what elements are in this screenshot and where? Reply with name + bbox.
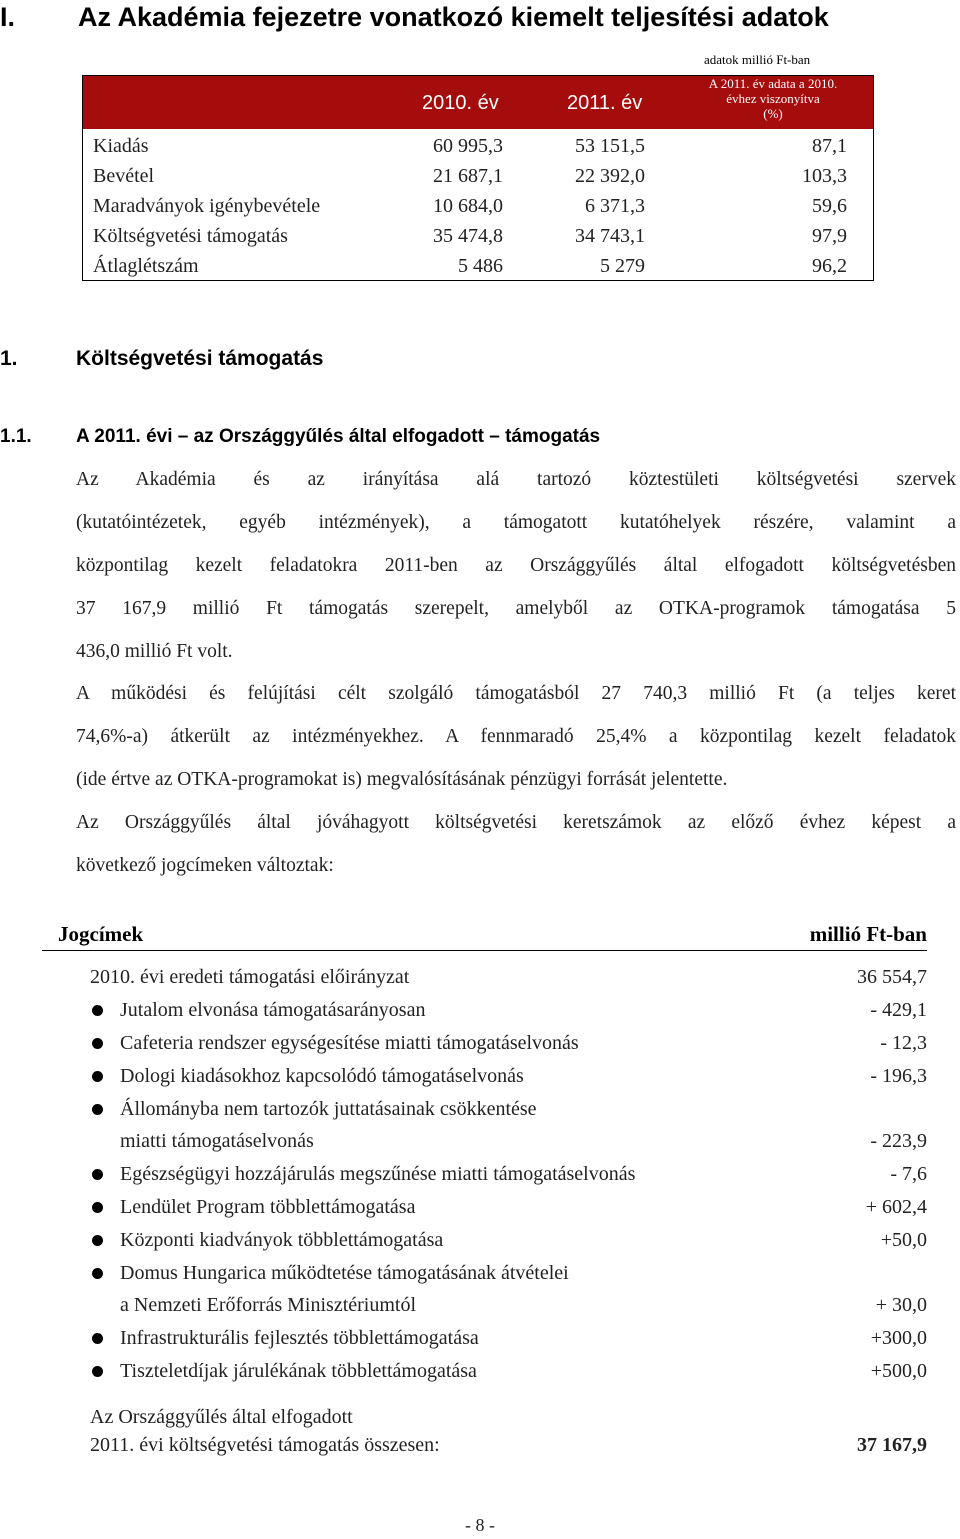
- table-row: [83, 191, 873, 221]
- paragraph-line: (ide értve az OTKA-programokat is) megvalósításának pénzügyi forrását jelentette.: [76, 769, 728, 790]
- jogcim-row: [0, 1257, 927, 1290]
- value-ratio: 103,3: [802, 165, 847, 187]
- jogcim-label: Központi kiadványok többlettámogatása: [120, 1229, 444, 1251]
- value-2011: 6 371,3: [585, 195, 645, 217]
- jogcim-row: [0, 1027, 927, 1060]
- paragraph-line: 74,6%-a) átkerült az intézményekhez. A fennmaradó 25,4% a központilag kezelt feladatok: [76, 726, 956, 747]
- jogcim-row: [0, 1060, 927, 1093]
- jogcim-value: - 7,6: [890, 1163, 927, 1185]
- unit-note: adatok millió Ft-ban: [704, 52, 811, 67]
- value-2010: 60 995,3: [433, 135, 503, 157]
- heading-number: I.: [0, 2, 16, 32]
- column-header-ratio: [683, 76, 863, 121]
- section-number: 1.1.: [0, 426, 32, 447]
- paragraph-line: központilag kezelt feladatokra 2011-ben az Országgyűlés által elfogadott költségvetésben: [76, 555, 956, 576]
- paragraph-line: következő jogcímeken változtak:: [76, 855, 334, 876]
- jogcim-label: Domus Hungarica működtetése támogatásának átvételei: [120, 1262, 569, 1284]
- paragraph-line: (kutatóintézetek, egyéb intézmények), a támogatott kutatóhelyek részére, valamint a: [76, 512, 956, 533]
- column-header-2010: 2010. év: [422, 92, 499, 114]
- bullet-icon: [92, 1038, 103, 1049]
- jogcimek-header-right: millió Ft-ban: [809, 922, 927, 946]
- value-ratio: 87,1: [812, 135, 847, 157]
- jogcim-label: Lendület Program többlettámogatása: [120, 1196, 416, 1218]
- value-2010: 10 684,0: [433, 195, 503, 217]
- jogcim-label-continuation: a Nemzeti Erőforrás Minisztériumtól: [120, 1294, 417, 1316]
- jogcim-value: +50,0: [880, 1229, 927, 1251]
- table-row: [83, 161, 873, 191]
- bullet-icon: [92, 1333, 103, 1344]
- value-2010: 21 687,1: [433, 165, 503, 187]
- value-2010: 35 474,8: [433, 225, 503, 247]
- ratio-header-line-3: (%): [763, 106, 783, 121]
- jogcim-label: Jutalom elvonása támogatásarányosan: [120, 999, 426, 1021]
- paragraph-line: 37 167,9 millió Ft támogatás szerepelt, amelyből az OTKA-programok támogatása 5: [76, 598, 956, 619]
- value-ratio: 96,2: [812, 255, 847, 277]
- jogcim-label: Dologi kiadásokhoz kapcsolódó támogatáselvonás: [120, 1065, 524, 1087]
- jogcimek-header-left: Jogcímek: [58, 922, 144, 946]
- jogcim-value: - 429,1: [870, 999, 927, 1021]
- heading-text: Az Akadémia fejezetre vonatkozó kiemelt teljesítési adatok: [78, 2, 829, 32]
- row-label: Kiadás: [93, 135, 149, 157]
- section-title: Költségvetési támogatás: [76, 347, 324, 370]
- jogcim-label-continuation: miatti támogatáselvonás: [120, 1130, 314, 1152]
- value-2011: 5 279: [600, 255, 645, 277]
- column-header-2011: 2011. év: [567, 92, 643, 114]
- table-header: [83, 76, 873, 129]
- table-row: [83, 221, 873, 251]
- jogcim-label: Egészségügyi hozzájárulás megszűnése miatti támogatáselvonás: [120, 1163, 636, 1185]
- section-heading-1: [0, 347, 600, 377]
- jogcim-value: + 602,4: [865, 1196, 927, 1218]
- value-ratio: 97,9: [812, 225, 847, 247]
- value-2011: 22 392,0: [575, 165, 645, 187]
- section-title: A 2011. évi – az Országgyűlés által elfogadott – támogatás: [76, 426, 601, 447]
- bullet-icon: [92, 1169, 103, 1180]
- row-label: Maradványok igénybevétele: [93, 195, 321, 217]
- paragraph-line: A működési és felújítási célt szolgáló támogatásból 27 740,3 millió Ft (a teljes keret: [76, 683, 956, 704]
- section-heading-1-1: [0, 426, 900, 456]
- jogcim-value: +500,0: [870, 1360, 927, 1382]
- bullet-icon: [92, 1005, 103, 1016]
- paragraph-line: Az Országgyűlés által jóváhagyott költségvetési keretszámok az előző évhez képest a: [76, 812, 956, 833]
- jogcim-label: Cafeteria rendszer egységesítése miatti támogatáselvonás: [120, 1032, 579, 1054]
- jogcim-row: [0, 994, 927, 1027]
- ratio-header-line-1: A 2011. év adata a 2010.: [708, 76, 838, 91]
- section-number: 1.: [0, 347, 18, 370]
- jogcim-row-continuation: [0, 1289, 927, 1322]
- paragraph-line: 436,0 millió Ft volt.: [76, 641, 233, 662]
- ratio-header-line-2: évhez viszonyítva: [726, 91, 820, 106]
- bullet-icon: [92, 1366, 103, 1377]
- jogcim-total-row: [0, 1429, 927, 1462]
- table-row: [83, 131, 873, 161]
- jogcim-value: +300,0: [870, 1327, 927, 1349]
- jogcim-row: [0, 1158, 927, 1191]
- value-ratio: 59,6: [812, 195, 847, 217]
- row-label: Költségvetési támogatás: [93, 225, 288, 247]
- row-label: Átlaglétszám: [93, 255, 199, 277]
- jogcim-row: [0, 1355, 927, 1388]
- bullet-icon: [92, 1071, 103, 1082]
- paragraph-line: Az Akadémia és az irányítása alá tartozó köztestületi költségvetési szervek: [76, 469, 956, 490]
- total-label-line-1: Az Országgyűlés által elfogadott: [90, 1406, 353, 1428]
- jogcim-row-continuation: [0, 1125, 927, 1158]
- total-label-line-2: 2011. évi költségvetési támogatás összesen:: [90, 1434, 440, 1456]
- bullet-icon: [92, 1268, 103, 1279]
- page-number: - 8 -: [465, 1515, 495, 1535]
- jogcim-base-row: [0, 961, 927, 994]
- bullet-icon: [92, 1202, 103, 1213]
- jogcim-label: Tiszteletdíjak járulékának többlettámogatása: [120, 1360, 477, 1382]
- summary-table: [82, 75, 874, 281]
- jogcim-value: - 196,3: [870, 1065, 927, 1087]
- jogcim-row: [0, 1191, 927, 1224]
- total-value: 37 167,9: [857, 1434, 927, 1456]
- jogcim-label: 2010. évi eredeti támogatási előirányzat: [90, 966, 410, 988]
- jogcim-value: 36 554,7: [857, 966, 927, 988]
- jogcim-value: + 30,0: [875, 1294, 927, 1316]
- bullet-icon: [92, 1235, 103, 1246]
- value-2011: 53 151,5: [575, 135, 645, 157]
- jogcim-value: - 223,9: [870, 1130, 927, 1152]
- jogcimek-header: [42, 920, 927, 951]
- value-2010: 5 486: [458, 255, 503, 277]
- jogcim-label: Infrastrukturális fejlesztés többlettámogatása: [120, 1327, 479, 1349]
- table-row: [83, 251, 873, 281]
- value-2011: 34 743,1: [575, 225, 645, 247]
- jogcim-row: [0, 1093, 927, 1126]
- jogcim-row: [0, 1322, 927, 1355]
- bullet-icon: [92, 1104, 103, 1115]
- row-label: Bevétel: [93, 165, 155, 187]
- jogcim-row: [0, 1224, 927, 1257]
- jogcim-label: Állományba nem tartozók juttatásainak csökkentése: [120, 1098, 537, 1120]
- jogcim-value: - 12,3: [880, 1032, 927, 1054]
